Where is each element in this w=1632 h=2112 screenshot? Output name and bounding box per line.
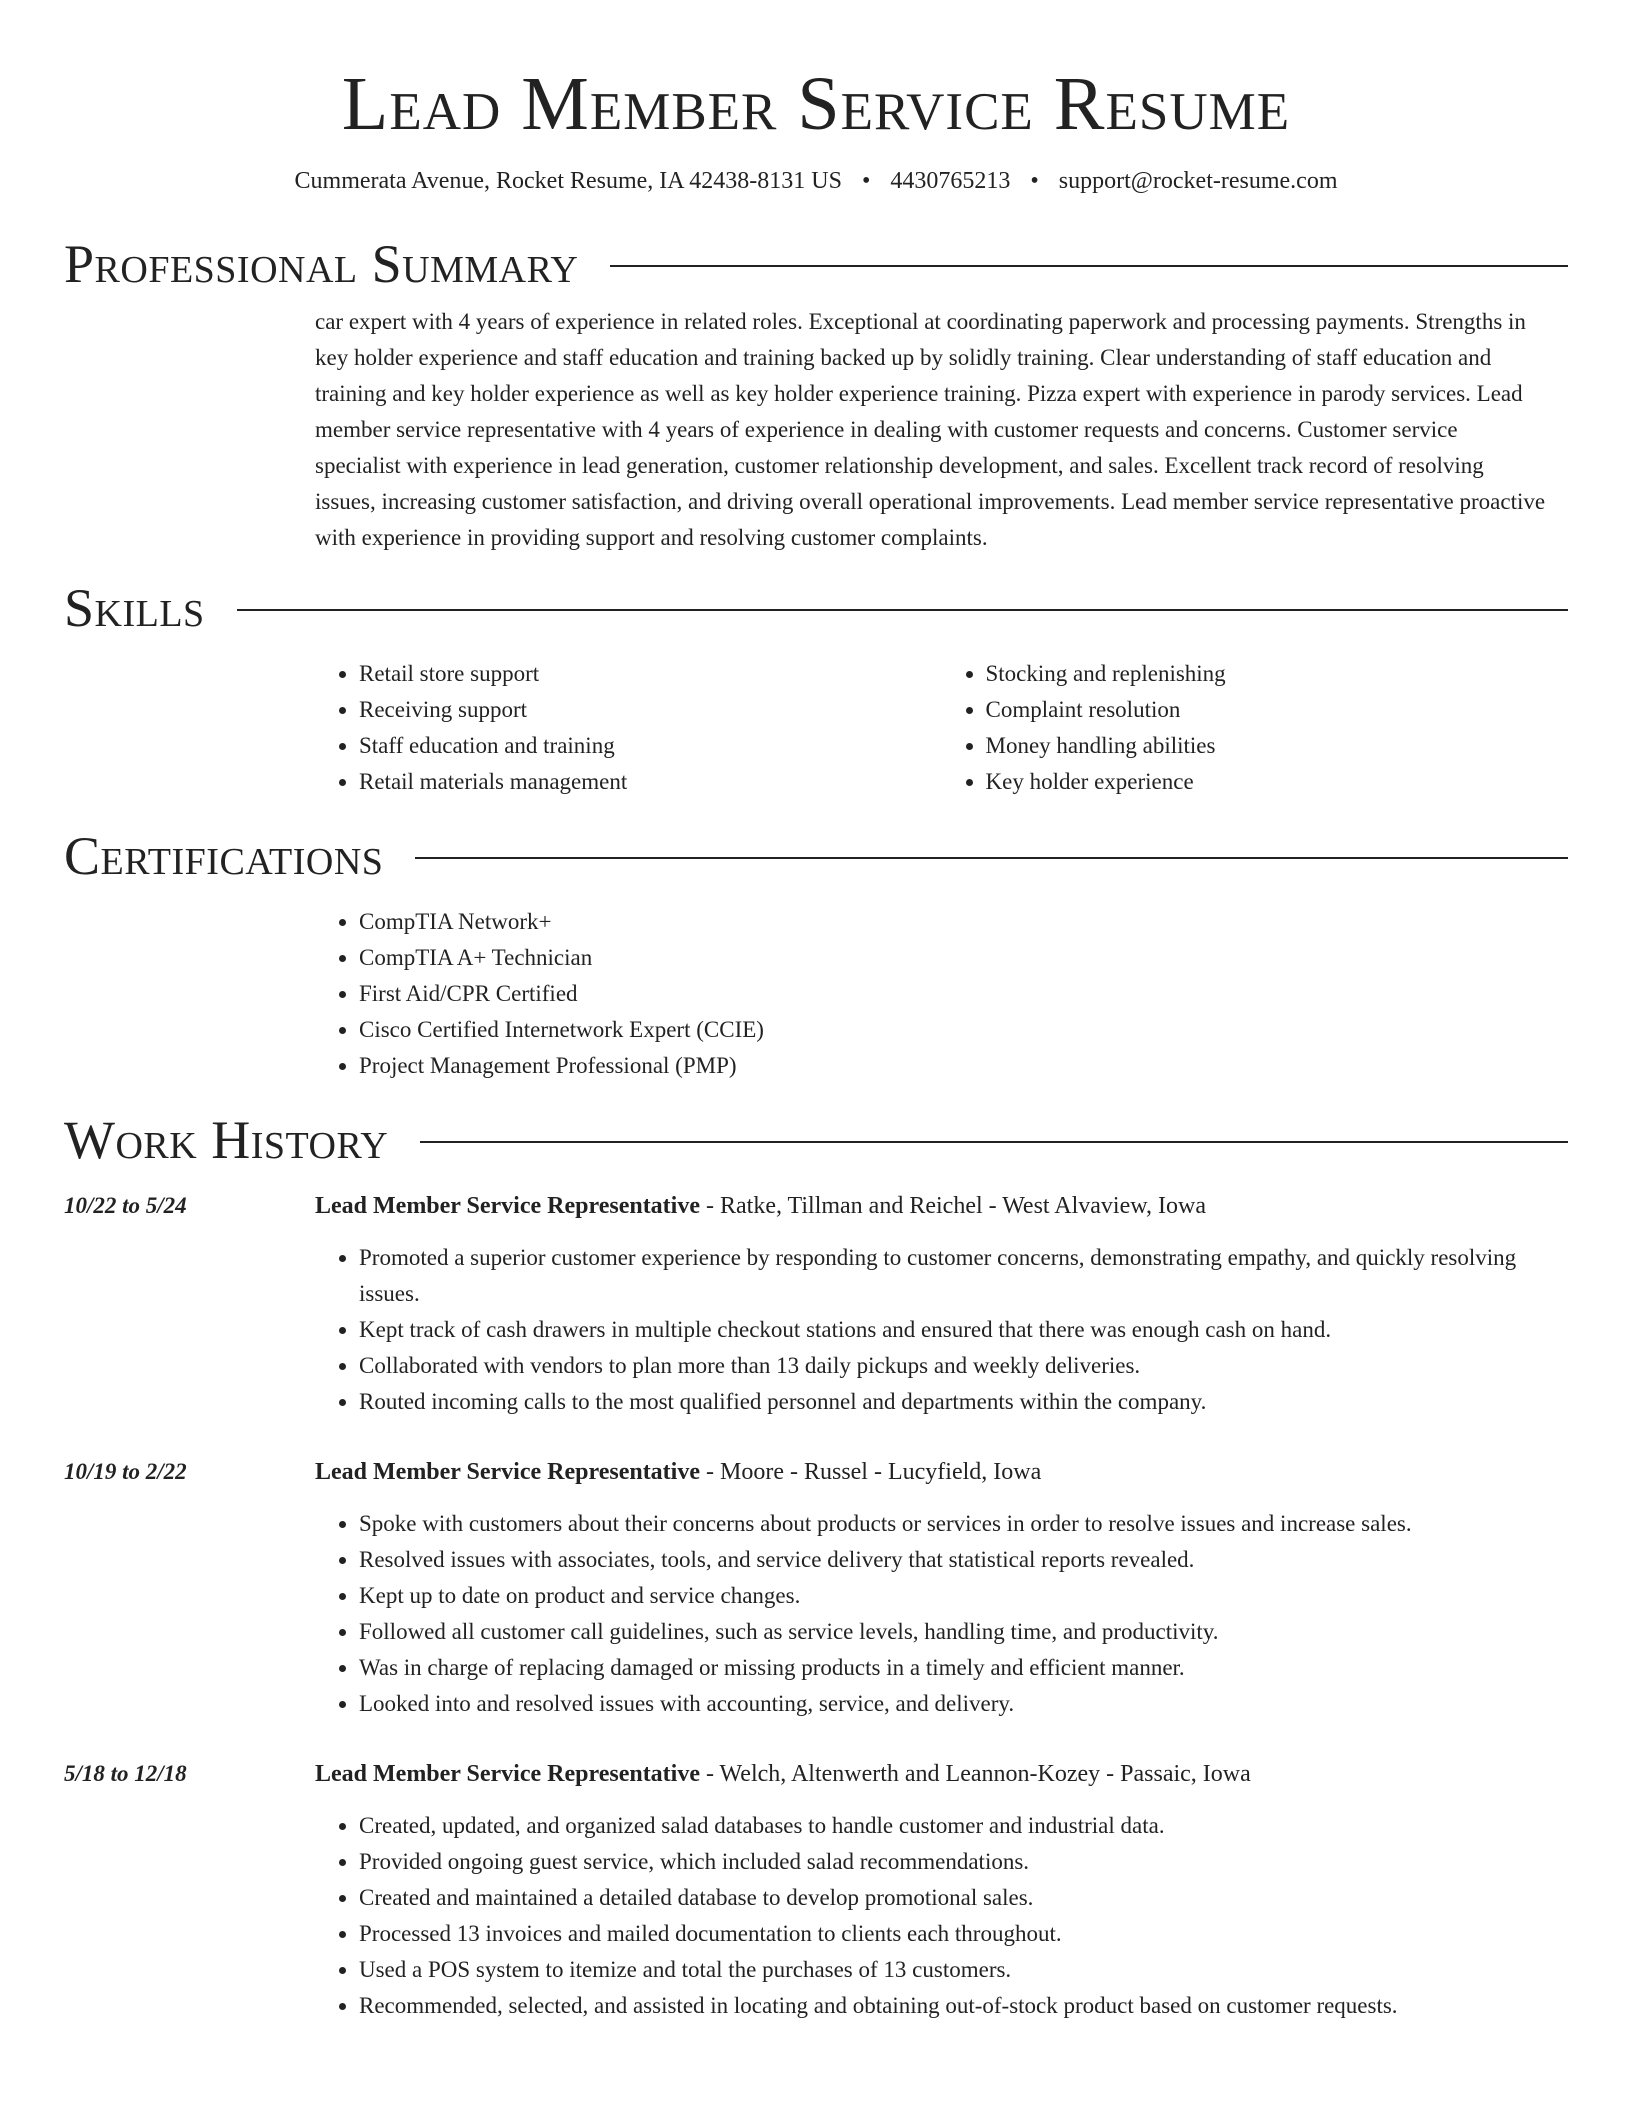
job-bullet: • Promoted a superior customer experience by responding to customer concerns, demonstrating empathy, and quickly resolving issues. [359, 1240, 1568, 1312]
certification-item: • First Aid/CPR Certified [359, 976, 1568, 1012]
job-dates: 10/19 to 2/22 [64, 1459, 187, 1484]
job-bullets [315, 1240, 1568, 1420]
job-entry [64, 1454, 1568, 1722]
skills-column-left [315, 656, 942, 800]
job-employer: - Ratke, Tillman and Reichel - West Alvaview, Iowa [700, 1193, 1206, 1219]
job-entry [64, 1188, 1568, 1420]
skill-item: • Receiving support [359, 692, 942, 728]
skill-item: • Money handling abilities [986, 728, 1569, 764]
skills-section-header [64, 578, 1568, 638]
certifications-section-header [64, 826, 1568, 886]
section-title-work-history: Work History [64, 1110, 389, 1170]
skill-item: • Retail materials management [359, 764, 942, 800]
section-title-certifications: Certifications [64, 826, 384, 886]
certification-item: • Project Management Professional (PMP) [359, 1048, 1568, 1084]
job-employer: - Welch, Altenwerth and Leannon-Kozey - Passaic, Iowa [700, 1761, 1251, 1787]
job-bullet: • Used a POS system to itemize and total the purchases of 13 customers. [359, 1952, 1568, 1988]
job-title: Lead Member Service Representative [315, 1761, 700, 1787]
work-history-section-header [64, 1110, 1568, 1170]
contact-phone: 4430765213 [890, 168, 1011, 194]
skills-list [315, 656, 1568, 800]
skill-item: • Retail store support [359, 656, 942, 692]
job-bullet: • Followed all customer call guidelines, such as service levels, handling time, and productivity. [359, 1614, 1568, 1650]
section-divider [610, 265, 1568, 267]
certifications-list [315, 904, 1568, 1084]
job-bullet: • Looked into and resolved issues with accounting, service, and delivery. [359, 1686, 1568, 1722]
contact-line [64, 166, 1568, 196]
contact-separator: • [861, 168, 871, 194]
contact-address: Cummerata Avenue, Rocket Resume, IA 42438-8131 US [294, 168, 842, 194]
certification-item: • Cisco Certified Internetwork Expert (CCIE) [359, 1012, 1568, 1048]
section-divider [415, 857, 1568, 859]
certification-item: • CompTIA A+ Technician [359, 940, 1568, 976]
contact-email: support@rocket-resume.com [1058, 168, 1338, 194]
summary-section-header [64, 234, 1568, 294]
section-title-skills: Skills [64, 578, 205, 638]
job-title: Lead Member Service Representative [315, 1459, 700, 1485]
certification-item: • CompTIA Network+ [359, 904, 1568, 940]
job-bullet: • Spoke with customers about their concerns about products or services in order to resolve issues and increase sales. [359, 1506, 1568, 1542]
job-entry [64, 1756, 1568, 2024]
job-bullet: • Was in charge of replacing damaged or missing products in a timely and efficient manner. [359, 1650, 1568, 1686]
skill-item: • Key holder experience [986, 764, 1569, 800]
section-divider [420, 1141, 1568, 1143]
job-bullet: • Recommended, selected, and assisted in locating and obtaining out-of-stock product based on customer requests. [359, 1988, 1568, 2024]
skill-item: • Stocking and replenishing [986, 656, 1569, 692]
section-divider [237, 609, 1568, 611]
job-bullet: • Kept up to date on product and service changes. [359, 1578, 1568, 1614]
job-bullet: • Processed 13 invoices and mailed documentation to clients each throughout. [359, 1916, 1568, 1952]
skill-item: • Staff education and training [359, 728, 942, 764]
job-bullets [315, 1808, 1568, 2024]
job-heading [315, 1454, 1568, 1490]
job-heading [315, 1188, 1568, 1224]
job-dates: 10/22 to 5/24 [64, 1193, 187, 1218]
job-bullet: • Created, updated, and organized salad databases to handle customer and industrial data. [359, 1808, 1568, 1844]
job-dates: 5/18 to 12/18 [64, 1761, 187, 1786]
skill-item: • Complaint resolution [986, 692, 1569, 728]
summary-text: car expert with 4 years of experience in related roles. Exceptional at coordinating paperwork and processing payments. Strengths in key holder experience and staff education and training backed up by solidly training. Clear understanding of staff education and training and key holder experience as well as key holder experience training. Pizza expert with experience in parody services. Lead member service representative with 4 years of experience in dealing with customer requests and concerns. Customer service specialist with experience in lead generation, customer relationship development, and sales. Excellent track record of resolving issues, increasing customer satisfaction, and driving overall operational improvements. Lead member service representative proactive with experience in providing support and resolving customer complaints. [315, 309, 1546, 550]
job-bullet: • Provided ongoing guest service, which included salad recommendations. [359, 1844, 1568, 1880]
job-bullet: • Resolved issues with associates, tools, and service delivery that statistical reports revealed. [359, 1542, 1568, 1578]
job-bullets [315, 1506, 1568, 1722]
resume-title: Lead Member Service Resume [341, 62, 1291, 146]
job-title: Lead Member Service Representative [315, 1193, 700, 1219]
job-bullet: • Created and maintained a detailed database to develop promotional sales. [359, 1880, 1568, 1916]
job-bullet: • Routed incoming calls to the most qualified personnel and departments within the company. [359, 1384, 1568, 1420]
job-employer: - Moore - Russel - Lucyfield, Iowa [700, 1459, 1042, 1485]
section-title-summary: Professional Summary [64, 234, 579, 294]
job-bullet: • Kept track of cash drawers in multiple checkout stations and ensured that there was enough cash on hand. [359, 1312, 1568, 1348]
contact-separator: • [1030, 168, 1039, 194]
job-bullet: • Collaborated with vendors to plan more than 13 daily pickups and weekly deliveries. [359, 1348, 1568, 1384]
skills-column-right [942, 656, 1569, 800]
job-heading [315, 1756, 1568, 1792]
